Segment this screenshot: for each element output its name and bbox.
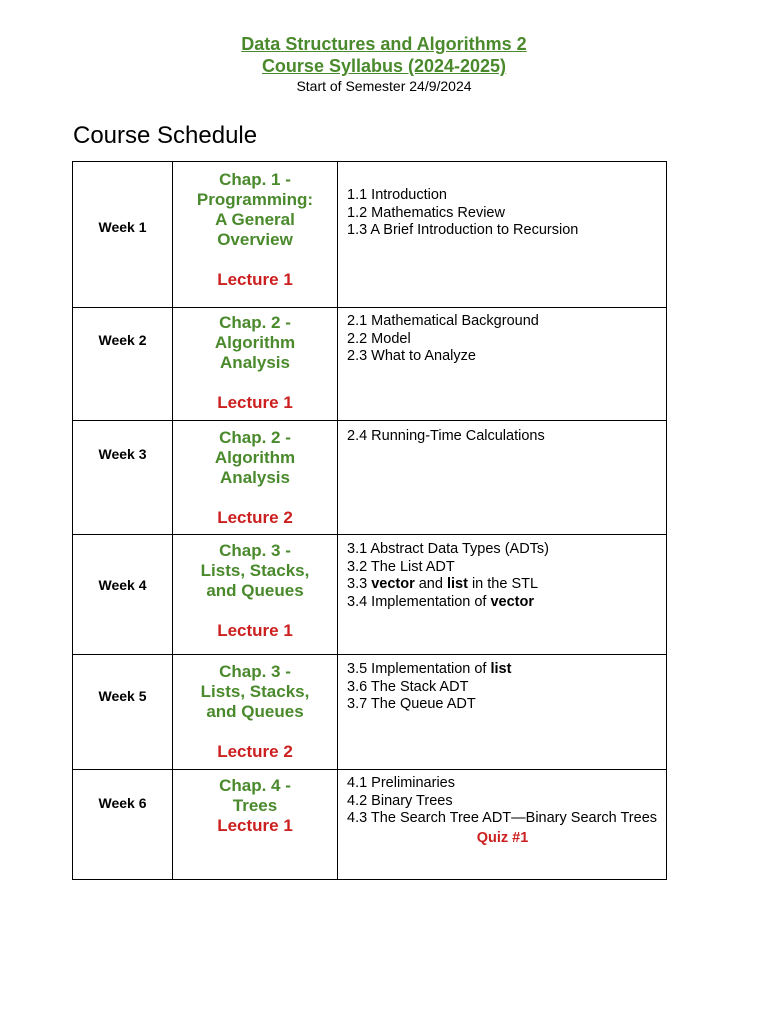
topic-text: 1.3 A Brief Introduction to Recursion (347, 222, 579, 238)
topic-text: 3.2 The List ADT (347, 558, 455, 575)
topic-item (347, 541, 658, 559)
schedule-table (72, 161, 667, 880)
topic-item (347, 428, 658, 446)
topic-item (347, 679, 658, 697)
chapter-title-line: Trees (232, 796, 278, 815)
topic-item (347, 348, 658, 366)
topic-text: 2.1 Mathematical Background (347, 313, 539, 329)
week-cell (73, 421, 173, 535)
topic-text: 3.7 The Queue ADT (347, 696, 476, 712)
lecture-label: Lecture 2 (217, 742, 293, 761)
week-label: Week 1 (98, 218, 147, 235)
lecture-label: Lecture 1 (217, 816, 293, 835)
table-row (73, 535, 667, 655)
topic-text: 4.1 Preliminaries (347, 775, 455, 791)
lecture-label: Lecture 1 (217, 270, 293, 289)
topic-keyword: vector (371, 576, 415, 592)
topic-text: and (414, 576, 447, 592)
quiz-label: Quiz #1 (476, 829, 529, 846)
week-label: Week 5 (98, 688, 147, 704)
chapter-title-line: Chap. 3 - (219, 541, 291, 560)
chapter-title-line: Analysis (220, 353, 290, 372)
chapter-cell (173, 162, 338, 308)
semester-start: Start of Semester 24/9/2024 (296, 78, 472, 94)
table-row (73, 655, 667, 770)
topics-cell (338, 770, 667, 880)
table-row (73, 421, 667, 535)
chapter-title-line: Chap. 3 - (219, 662, 291, 681)
topic-item (347, 810, 658, 828)
chapter-title-line: Chap. 2 - (219, 428, 291, 447)
topic-text: 3.5 Implementation of (347, 661, 491, 677)
topic-text: 1.2 Mathematics Review (347, 204, 505, 221)
week-cell (73, 535, 173, 655)
chapter-title-line: Chap. 2 - (219, 313, 291, 332)
topic-text: 2.3 What to Analyze (347, 348, 476, 364)
topic-item (347, 331, 658, 349)
topics-cell (338, 162, 667, 308)
topics-cell (338, 421, 667, 535)
week-cell (73, 308, 173, 421)
chapter-title-line: Programming: (196, 190, 314, 209)
topic-item (347, 661, 658, 679)
topic-item (347, 559, 658, 577)
topic-text: in the STL (467, 576, 539, 592)
topic-text: 4.3 The Search Tree ADT—Binary Search Trees (347, 810, 658, 826)
chapter-cell (173, 770, 338, 880)
topic-item (347, 775, 658, 793)
course-title: Data Structures and Algorithms 2 (241, 34, 527, 54)
topic-text: 3.6 The Stack ADT (347, 678, 469, 695)
chapter-title-line: Overview (217, 230, 293, 249)
topic-item (347, 793, 658, 811)
lecture-label: Lecture 2 (217, 508, 293, 527)
topic-item (347, 205, 658, 223)
topics-cell (338, 535, 667, 655)
chapter-title-line: and Queues (206, 581, 304, 600)
chapter-cell (173, 308, 338, 421)
lecture-label: Lecture 1 (217, 621, 293, 640)
topic-item (347, 696, 658, 714)
week-label: Week 3 (98, 445, 147, 462)
chapter-title-line: Chap. 4 - (219, 776, 291, 795)
topic-text: 1.1 Introduction (347, 187, 447, 203)
table-row (73, 770, 667, 880)
lecture-label: Lecture 1 (217, 393, 293, 412)
week-label: Week 6 (98, 794, 147, 811)
week-cell (73, 655, 173, 770)
chapter-title-line: Algorithm (214, 448, 296, 467)
topic-keyword: list (490, 661, 512, 677)
chapter-title-line: A General (215, 210, 295, 229)
chapter-title-line: and Queues (206, 702, 304, 721)
week-label: Week 2 (98, 332, 147, 348)
week-label: Week 4 (98, 576, 147, 593)
chapter-title-line: Lists, Stacks, (200, 561, 310, 580)
chapter-title-line: Chap. 1 - (219, 170, 291, 189)
topic-text: 2.4 Running-Time Calculations (347, 428, 545, 444)
chapter-cell (173, 535, 338, 655)
topics-cell (338, 655, 667, 770)
chapter-title-line: Algorithm (214, 333, 296, 352)
topic-keyword: list (446, 576, 468, 592)
topic-text: 3.4 Implementation of (347, 593, 491, 610)
week-cell (73, 162, 173, 308)
topic-item (347, 222, 658, 240)
syllabus-title: Course Syllabus (2024-2025) (261, 56, 507, 76)
chapter-cell (173, 421, 338, 535)
topic-item (347, 594, 658, 612)
topic-text: 4.2 Binary Trees (347, 792, 453, 809)
topic-text: 3.3 (347, 576, 372, 592)
table-row (73, 308, 667, 421)
topics-cell (338, 308, 667, 421)
document-header (0, 33, 768, 95)
table-row (73, 162, 667, 308)
chapter-title-line: Lists, Stacks, (200, 682, 310, 701)
topic-keyword: vector (490, 593, 535, 610)
topic-text: 2.2 Model (347, 330, 411, 347)
chapter-cell (173, 655, 338, 770)
chapter-title-line: Analysis (220, 468, 290, 487)
topic-text: 3.1 Abstract Data Types (ADTs) (347, 541, 550, 557)
schedule-heading: Course Schedule (73, 122, 258, 149)
topic-item (347, 187, 658, 205)
topic-item (347, 313, 658, 331)
topic-item (347, 576, 658, 594)
week-cell (73, 770, 173, 880)
